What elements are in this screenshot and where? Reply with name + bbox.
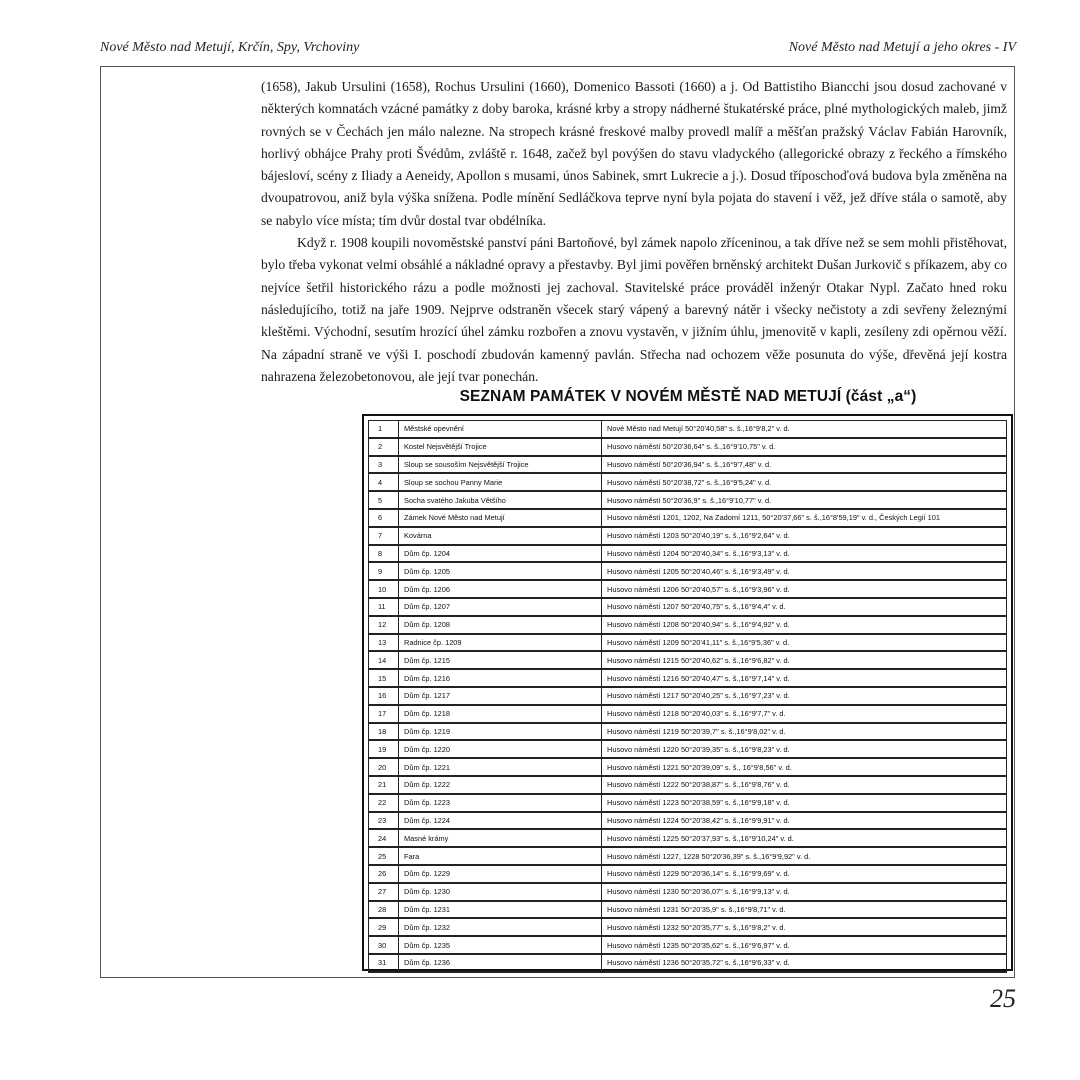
monument-location: Husovo náměstí 1235 50°20'35,62" s. š.,16°9'6,97" v. d. xyxy=(602,936,1007,954)
monument-location: Husovo náměstí 1230 50°20'36,07" s. š.,16°9'9,13" v. d. xyxy=(602,883,1007,901)
table-row xyxy=(369,438,1007,456)
monument-number: 4 xyxy=(369,473,399,491)
paragraph: Když r. 1908 koupili novoměstské panství páni Bartoňové, byl zámek napolo zříceninou, a tak dříve než se sem mohli přistěhovat, bylo třeba vykonat velmi obsáhlé a nákladné opravy a přestavby. Byl jimi pověřen brněnský architekt Dušan Jurkovič s příkazem, aby co nejvíce šetřil historického rázu a podle možnosti jej zachoval. Stavitelské práce prováděl inženýr Otakar Nypl. Začato hned roku následujícího, totiž na jaře 1909. Nejprve odstraněn všecek starý vápený a barevný nátěr i všecky nečistoty a zdi sevřeny železnými kleštěmi. Východní, sesutím hrozící úhel zámku rozbořen a znovu vystavěn, v jižním úhlu, jmenovitě v kapli, zesíleny zdi opěrnou věží. Na západní straně ve výši I. poschodí zbudován kamenný pavlán. Střecha nad ochozem věže posunuta do výše, dřevěná její kostra nahrazena železobetonovou, ale její tvar ponechán. xyxy=(261,235,1007,384)
monument-location: Husovo náměstí 1224 50°20'38,42" s. š.,16°9'9,91" v. d. xyxy=(602,812,1007,830)
running-header-left: Nové Město nad Metují, Krčín, Spy, Vrchoviny xyxy=(100,40,360,55)
monument-number: 29 xyxy=(369,918,399,936)
monument-location: Husovo náměstí 1216 50°20'40,47" s. š.,16°9'7,14" v. d. xyxy=(602,669,1007,687)
body-text xyxy=(261,76,1007,388)
table-row xyxy=(369,634,1007,652)
page-number: 25 xyxy=(990,984,1016,1013)
monument-location: Husovo náměstí 1219 50°20'39,7" s. š.,16°9'8,02" v. d. xyxy=(602,723,1007,741)
monument-number: 9 xyxy=(369,562,399,580)
monument-number: 19 xyxy=(369,740,399,758)
monument-location: Husovo náměstí 1227, 1228 50°20'36,39" s. š.,16°9'9,92" v. d. xyxy=(602,847,1007,865)
table-row xyxy=(369,421,1007,438)
table-row xyxy=(369,669,1007,687)
table-row xyxy=(369,456,1007,474)
monument-name: Dům čp. 1206 xyxy=(399,580,602,598)
table-row xyxy=(369,616,1007,634)
monument-number: 21 xyxy=(369,776,399,794)
monument-name: Dům čp. 1222 xyxy=(399,776,602,794)
monuments-table xyxy=(368,420,1007,973)
table-row xyxy=(369,758,1007,776)
monument-location: Husovo náměstí 50°20'36,94" s. š.,16°9'7,48" v. d. xyxy=(602,456,1007,474)
monument-number: 15 xyxy=(369,669,399,687)
monument-name: Dům čp. 1230 xyxy=(399,883,602,901)
table-row xyxy=(369,562,1007,580)
table-row xyxy=(369,705,1007,723)
monument-location: Nové Město nad Metují 50°20'40,58" s. š.,16°9'8,2" v. d. xyxy=(602,421,1007,438)
table-row xyxy=(369,954,1007,972)
monument-name: Dům čp. 1215 xyxy=(399,651,602,669)
monument-number: 6 xyxy=(369,509,399,527)
monument-number: 16 xyxy=(369,687,399,705)
paragraph: (1658), Jakub Ursulini (1658), Rochus Ursulini (1660), Domenico Bassoti (1660) a j. Od Battistiho Biancchi jsou dosud zachované v některých komnatách vzácné památky z doby baroka, krásné krby a stropy nádherné štukatérské práce, plné mythologických maleb, jimž rovných se v Čechách jen málo nalezne. Na stropech krásné freskové malby provedl malíř a měšťan pražský Václav Fabián Harovník, horlivý obhájce Prahy proti Švédům, zvláště r. 1648, začež byl povýšen do stavu vladyckého (allegorické obrazy z řeckého a římského bájesloví, scény z Iliady a Aeneidy, Apollon s musami, únos Sabinek, smrt Lukrecie a j.). Dosud tříposchoďová budova byla změněna na dvoupatrovou, aniž byla výška snížena. Podle mínění Sedláčkova teprve nyní byla pojata do stavení i věž, jež dříve stála o samotě, aby se nabylo více místa; tím dvůr dostal tvar obdélníka. xyxy=(261,79,1007,228)
monument-name: Dům čp. 1204 xyxy=(399,545,602,563)
monument-location: Husovo náměstí 1206 50°20'40,57" s. š.,16°9'3,96" v. d. xyxy=(602,580,1007,598)
table-row xyxy=(369,865,1007,883)
monument-name: Dům čp. 1219 xyxy=(399,723,602,741)
monument-name: Dům čp. 1232 xyxy=(399,918,602,936)
monument-number: 18 xyxy=(369,723,399,741)
table-row xyxy=(369,936,1007,954)
monument-name: Městské opevnění xyxy=(399,421,602,438)
monument-name: Radnice čp. 1209 xyxy=(399,634,602,652)
table-row xyxy=(369,473,1007,491)
table-row xyxy=(369,598,1007,616)
monument-number: 14 xyxy=(369,651,399,669)
monument-number: 1 xyxy=(369,421,399,438)
monument-location: Husovo náměstí 1222 50°20'38,87" s. š.,16°9'8,76" v. d. xyxy=(602,776,1007,794)
monument-location: Husovo náměstí 1218 50°20'40,03" s. š.,16°9'7,7" v. d. xyxy=(602,705,1007,723)
monument-location: Husovo náměstí 1201, 1202, Na Zadomí 1211, 50°20'37,66" s. š.,16°8'59,19" v. d., Českých Legií 101 xyxy=(602,509,1007,527)
monument-name: Dům čp. 1217 xyxy=(399,687,602,705)
table-row xyxy=(369,847,1007,865)
monument-number: 31 xyxy=(369,954,399,972)
monument-location: Husovo náměstí 1225 50°20'37,93" s. š.,16°9'10,24" v. d. xyxy=(602,829,1007,847)
monument-location: Husovo náměstí 1236 50°20'35,72" s. š.,16°9'6,33" v. d. xyxy=(602,954,1007,972)
monument-name: Socha svatého Jakuba Většího xyxy=(399,491,602,509)
monument-location: Husovo náměstí 1221 50°20'39,09" s. š., 16°9'8,56" v. d. xyxy=(602,758,1007,776)
monument-name: Masné krámy xyxy=(399,829,602,847)
monument-name: Dům čp. 1231 xyxy=(399,901,602,919)
table-row xyxy=(369,776,1007,794)
table-row xyxy=(369,918,1007,936)
monument-number: 25 xyxy=(369,847,399,865)
table-row xyxy=(369,687,1007,705)
table-row xyxy=(369,723,1007,741)
monument-name: Kovárna xyxy=(399,527,602,545)
monument-number: 11 xyxy=(369,598,399,616)
table-row xyxy=(369,651,1007,669)
monument-number: 17 xyxy=(369,705,399,723)
monument-location: Husovo náměstí 1220 50°20'39,35" s. š.,16°9'8,23" v. d. xyxy=(602,740,1007,758)
monument-location: Husovo náměstí 1223 50°20'38,59" s. š.,16°9'9,18" v. d. xyxy=(602,794,1007,812)
monuments-table-frame xyxy=(362,414,1013,971)
monument-location: Husovo náměstí 1203 50°20'40,19" s. š.,16°9'2,64" v. d. xyxy=(602,527,1007,545)
monument-number: 23 xyxy=(369,812,399,830)
monument-number: 7 xyxy=(369,527,399,545)
monument-location: Husovo náměstí 50°20'36,9" s. š.,16°9'10,77" v. d. xyxy=(602,491,1007,509)
monument-number: 22 xyxy=(369,794,399,812)
monument-location: Husovo náměstí 1205 50°20'40,46" s. š.,16°9'3,49" v. d. xyxy=(602,562,1007,580)
monument-location: Husovo náměstí 1204 50°20'40,34" s. š.,16°9'3,13" v. d. xyxy=(602,545,1007,563)
monument-name: Dům čp. 1208 xyxy=(399,616,602,634)
monument-number: 30 xyxy=(369,936,399,954)
monument-name: Fara xyxy=(399,847,602,865)
table-row xyxy=(369,527,1007,545)
monument-name: Dům čp. 1229 xyxy=(399,865,602,883)
monument-name: Dům čp. 1236 xyxy=(399,954,602,972)
monument-name: Dům čp. 1216 xyxy=(399,669,602,687)
table-row xyxy=(369,883,1007,901)
monument-number: 26 xyxy=(369,865,399,883)
monument-location: Husovo náměstí 1207 50°20'40,75" s. š.,16°9'4,4" v. d. xyxy=(602,598,1007,616)
monument-number: 3 xyxy=(369,456,399,474)
table-row xyxy=(369,491,1007,509)
running-header-right: Nové Město nad Metují a jeho okres - IV xyxy=(788,40,1016,55)
monument-name: Dům čp. 1220 xyxy=(399,740,602,758)
monument-number: 12 xyxy=(369,616,399,634)
monument-number: 24 xyxy=(369,829,399,847)
table-row xyxy=(369,509,1007,527)
monument-name: Kostel Nejsvětější Trojice xyxy=(399,438,602,456)
table-row xyxy=(369,829,1007,847)
monument-number: 2 xyxy=(369,438,399,456)
monument-number: 28 xyxy=(369,901,399,919)
monument-name: Sloup se sousoším Nejsvětější Trojice xyxy=(399,456,602,474)
table-row xyxy=(369,794,1007,812)
table-row xyxy=(369,901,1007,919)
monument-number: 8 xyxy=(369,545,399,563)
table-row xyxy=(369,545,1007,563)
monument-location: Husovo náměstí 1232 50°20'35,77" s. š.,16°9'8,2" v. d. xyxy=(602,918,1007,936)
monument-name: Dům čp. 1223 xyxy=(399,794,602,812)
list-title: SEZNAM PAMÁTEK V NOVÉM MĚSTĚ NAD METUJÍ (část „a“) xyxy=(459,388,917,405)
monument-location: Husovo náměstí 50°20'38,72" s. š.,16°9'5,24" v. d. xyxy=(602,473,1007,491)
table-row xyxy=(369,812,1007,830)
monument-name: Dům čp. 1207 xyxy=(399,598,602,616)
monument-name: Dům čp. 1235 xyxy=(399,936,602,954)
monument-location: Husovo náměstí 1217 50°20'40,25" s. š.,16°9'7,23" v. d. xyxy=(602,687,1007,705)
monument-name: Dům čp. 1224 xyxy=(399,812,602,830)
monument-location: Husovo náměstí 1215 50°20'40,62" s. š.,16°9'6,82" v. d. xyxy=(602,651,1007,669)
monument-number: 5 xyxy=(369,491,399,509)
monument-number: 13 xyxy=(369,634,399,652)
monument-number: 10 xyxy=(369,580,399,598)
monument-location: Husovo náměstí 1209 50°20'41,11" s. š.,16°9'5,36" v. d. xyxy=(602,634,1007,652)
monument-name: Dům čp. 1205 xyxy=(399,562,602,580)
table-row xyxy=(369,740,1007,758)
table-row xyxy=(369,580,1007,598)
monument-name: Sloup se sochou Panny Marie xyxy=(399,473,602,491)
monument-location: Husovo náměstí 1229 50°20'36,14" s. š.,16°9'9,69" v. d. xyxy=(602,865,1007,883)
monument-location: Husovo náměstí 50°20'36,64" s. š.,16°9'10,75" v. d. xyxy=(602,438,1007,456)
monument-location: Husovo náměstí 1231 50°20'35,9" s. š.,16°9'8,71" v. d. xyxy=(602,901,1007,919)
monument-location: Husovo náměstí 1208 50°20'40,94" s. š.,16°9'4,92" v. d. xyxy=(602,616,1007,634)
monument-name: Dům čp. 1221 xyxy=(399,758,602,776)
monument-number: 20 xyxy=(369,758,399,776)
monument-number: 27 xyxy=(369,883,399,901)
monument-name: Dům čp. 1218 xyxy=(399,705,602,723)
monument-name: Zámek Nové Město nad Metují xyxy=(399,509,602,527)
